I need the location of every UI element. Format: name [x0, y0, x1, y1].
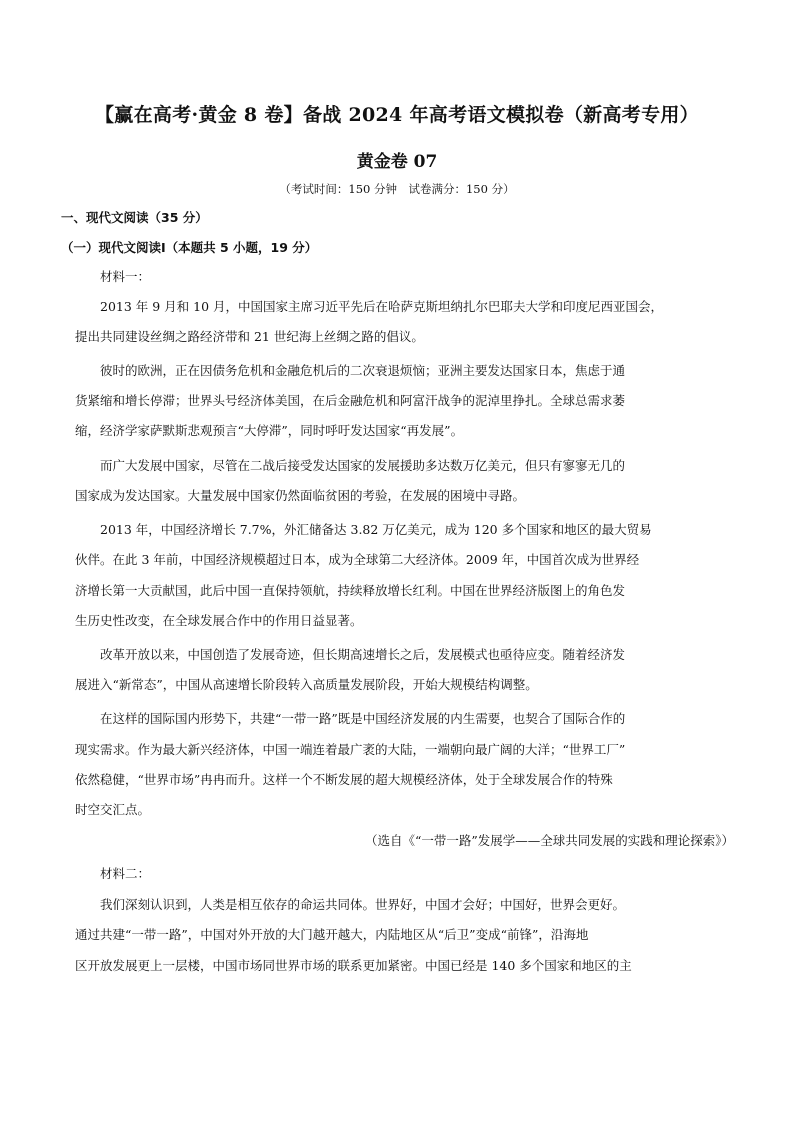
exam-info: （考试时间：150 分钟 试卷满分：150 分） [279, 182, 515, 196]
material1-label: 材料一： [100, 269, 151, 284]
material1-line: 2013 年 9 月和 10 月，中国国家主席习近平先后在哈萨克斯坦纳扎尔巴耶夫大学和印度尼西亚国会， [100, 299, 664, 314]
material1-line: 提出共同建设丝绸之路经济带和 21 世纪海上丝绸之路的倡议。 [75, 329, 424, 344]
material1-line: 在这样的国际国内形势下，共建“一带一路”既是中国经济发展的内生需要，也契合了国际合作的 [100, 711, 626, 726]
material1-line: 依然稳健，“世界市场”冉冉而升。这样一个不断发展的超大规模经济体，处于全球发展合作的特殊 [75, 772, 613, 787]
section-heading: 一、现代文阅读（35 分） [61, 210, 208, 225]
material1-line: 伙伴。在此 3 年前，中国经济规模超过日本，成为全球第二大经济体。2009 年，中国首次成为世界经 [75, 552, 640, 567]
material1-line: 彼时的欧洲，正在因债务危机和金融危机后的二次衰退烦恼；亚洲主要发达国家日本，焦虑于通 [100, 363, 626, 378]
material1-line: 国家成为发达国家。大量发展中国家仍然面临贫困的考验，在发展的困境中寻路。 [75, 488, 526, 503]
material1-line: 而广大发展中国家，尽管在二战后接受发达国家的发展援助多达数万亿美元，但只有寥寥无几的 [100, 458, 626, 473]
material1-line: 2013 年，中国经济增长 7.7%，外汇储备达 3.82 万亿美元，成为 120 多个国家和地区的最大贸易 [100, 522, 652, 537]
material1-line: 改革开放以来，中国创造了发展奇迹，但长期高速增长之后，发展模式也亟待应变。随着经济发 [100, 647, 626, 662]
subsection-heading: （一）现代文阅读Ⅰ（本题共 5 小题，19 分） [61, 240, 318, 255]
material2-label: 材料二： [100, 866, 151, 881]
paper-subtitle: 黄金卷 07 [356, 152, 438, 172]
material1-line: 现实需求。作为最大新兴经济体，中国一端连着最广袤的大陆，一端朝向最广阔的大洋；“世界工厂” [75, 742, 626, 757]
material1-line: 货紧缩和增长停滞；世界头号经济体美国，在后金融危机和阿富汗战争的泥淖里挣扎。全球总需求萎 [75, 393, 626, 408]
material2-line: 区开放发展更上一层楼，中国市场同世界市场的联系更加紧密。中国已经是 140 多个国家和地区的主 [75, 958, 632, 973]
material1-line: 生历史性改变，在全球发展合作中的作用日益显著。 [75, 613, 363, 628]
material2-line: 我们深刻认识到，人类是相互依存的命运共同体。世界好，中国才会好；中国好，世界会更好。 [100, 897, 626, 912]
material1-line: 缩，经济学家萨默斯悲观预言“大停滞”，同时呼吁发达国家“再发展”。 [75, 423, 464, 438]
material1-line: 展进入“新常态”，中国从高速增长阶段转入高质量发展阶段，开始大规模结构调整。 [75, 677, 538, 692]
material1-line: 济增长第一大贡献国，此后中国一直保持领航，持续释放增长红利。中国在世界经济版图上的角色发 [75, 583, 626, 598]
material1-line: 时空交汇点。 [75, 802, 151, 817]
material2-line: 通过共建“一带一路”，中国对外开放的大门越开越大，内陆地区从“后卫”变成“前锋”，沿海地 [75, 927, 589, 942]
document-title: 【赢在高考·黄金 8 卷】备战 2024 年高考语文模拟卷（新高考专用） [95, 104, 699, 126]
material1-source: （选自《“一带一路”发展学——全球共同发展的实践和理论探索》） [364, 833, 734, 848]
